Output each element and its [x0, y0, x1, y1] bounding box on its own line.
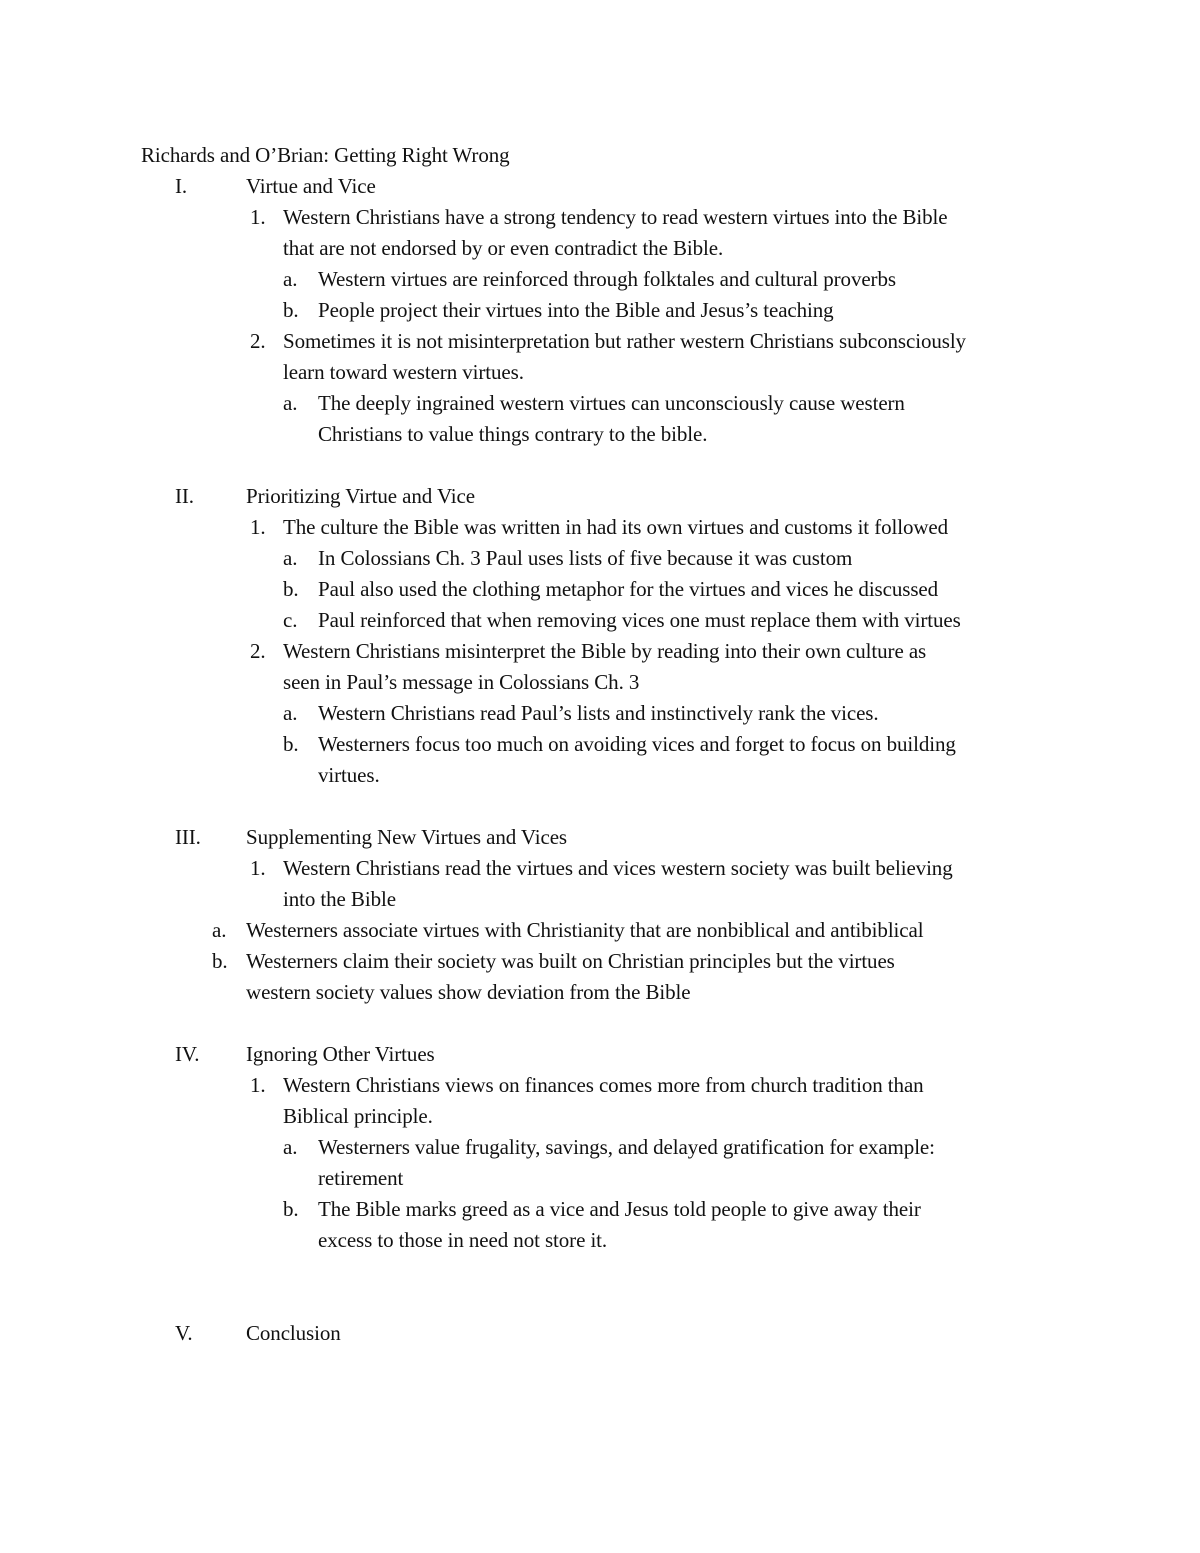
subpoint-marker: b.	[283, 298, 299, 322]
subpoint-marker: b.	[283, 577, 299, 601]
section-numeral: III.	[175, 825, 201, 849]
section-numeral: I.	[175, 174, 188, 198]
subpoint-text: Westerners value frugality, savings, and delayed gratification for example:	[318, 1135, 935, 1159]
point-marker: 2.	[250, 639, 266, 663]
subpoint-marker: a.	[283, 701, 298, 725]
section-numeral: II.	[175, 484, 194, 508]
subpoint-text: The deeply ingrained western virtues can unconsciously cause western	[318, 391, 905, 415]
section-numeral: IV.	[175, 1042, 200, 1066]
point-text: seen in Paul’s message in Colossians Ch. 3	[283, 670, 640, 694]
subpoint-text: In Colossians Ch. 3 Paul uses lists of five because it was custom	[318, 546, 853, 570]
point-marker: 1.	[250, 1073, 266, 1097]
point-text: The culture the Bible was written in had its own virtues and customs it followed	[283, 515, 949, 539]
section-heading: Conclusion	[246, 1321, 341, 1345]
subpoint-text: People project their virtues into the Bible and Jesus’s teaching	[318, 298, 834, 322]
section-heading: Virtue and Vice	[246, 174, 376, 198]
subpoint-text: Paul reinforced that when removing vices one must replace them with virtues	[318, 608, 961, 632]
point-text: into the Bible	[283, 887, 396, 911]
subpoint-marker: b.	[283, 732, 299, 756]
point-marker: 1.	[250, 856, 266, 880]
subpoint-marker: a.	[283, 546, 298, 570]
subpoint-text: western society values show deviation from the Bible	[246, 980, 691, 1004]
point-text: Western Christians have a strong tendency to read western virtues into the Bible	[283, 205, 948, 229]
point-marker: 2.	[250, 329, 266, 353]
point-text: Western Christians misinterpret the Bible by reading into their own culture as	[283, 639, 927, 663]
subpoint-marker: a.	[212, 918, 227, 942]
subpoint-text: excess to those in need not store it.	[318, 1228, 608, 1252]
section-heading: Supplementing New Virtues and Vices	[246, 825, 567, 849]
subpoint-marker: a.	[283, 1135, 298, 1159]
subpoint-text: Westerners focus too much on avoiding vices and forget to focus on building	[318, 732, 956, 756]
point-marker: 1.	[250, 205, 266, 229]
point-text: that are not endorsed by or even contradict the Bible.	[283, 236, 724, 260]
subpoint-marker: a.	[283, 391, 298, 415]
section-numeral: V.	[175, 1321, 193, 1345]
point-text: Biblical principle.	[283, 1104, 433, 1128]
subpoint-text: Western virtues are reinforced through folktales and cultural proverbs	[318, 267, 896, 291]
subpoint-marker: a.	[283, 267, 298, 291]
subpoint-text: Westerners associate virtues with Christianity that are nonbiblical and antibiblical	[246, 918, 924, 942]
subpoint-text: Western Christians read Paul’s lists and instinctively rank the vices.	[318, 701, 879, 725]
subpoint-marker: b.	[283, 1197, 299, 1221]
document-title: Richards and O’Brian: Getting Right Wrong	[141, 143, 510, 167]
subpoint-text: Westerners claim their society was built on Christian principles but the virtues	[246, 949, 895, 973]
subpoint-text: retirement	[318, 1166, 404, 1190]
subpoint-text: Christians to value things contrary to the bible.	[318, 422, 708, 446]
subpoint-marker: c.	[283, 608, 298, 632]
point-text: Western Christians read the virtues and vices western society was built believing	[283, 856, 953, 880]
point-marker: 1.	[250, 515, 266, 539]
subpoint-text: Paul also used the clothing metaphor for the virtues and vices he discussed	[318, 577, 939, 601]
point-text: Sometimes it is not misinterpretation but rather western Christians subconsciously	[283, 329, 966, 353]
point-text: Western Christians views on finances comes more from church tradition than	[283, 1073, 924, 1097]
section-heading: Ignoring Other Virtues	[246, 1042, 435, 1066]
subpoint-text: The Bible marks greed as a vice and Jesus told people to give away their	[318, 1197, 921, 1221]
subpoint-marker: b.	[212, 949, 228, 973]
point-text: learn toward western virtues.	[283, 360, 524, 384]
subpoint-text: virtues.	[318, 763, 380, 787]
section-heading: Prioritizing Virtue and Vice	[246, 484, 475, 508]
